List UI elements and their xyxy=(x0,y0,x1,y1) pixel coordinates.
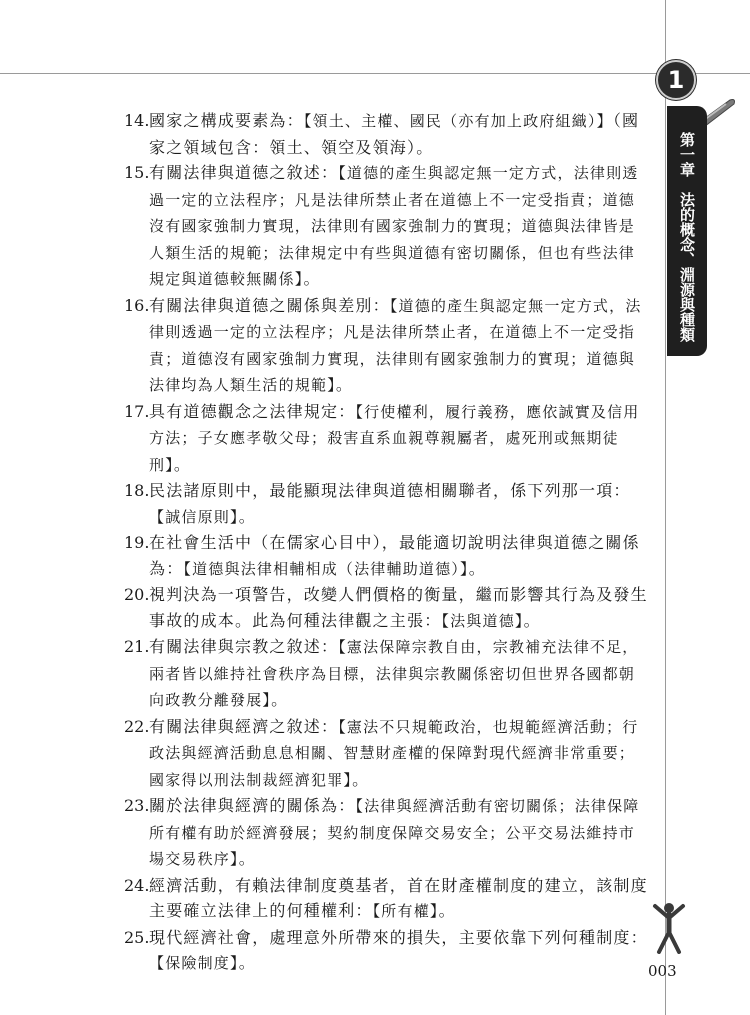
item-answer: 【道德與法律相輔相成（法律輔助道德）】 xyxy=(183,559,469,578)
list-item xyxy=(124,399,650,479)
item-answer: 【憲法不只規範政治，也規範經濟活動；行政法與經濟活動息息相關、智慧財產權的保障對現代經濟非常重要；國家得以刑法制裁經濟犯罪】 xyxy=(149,717,639,789)
list-item xyxy=(124,108,650,160)
item-tail: 。 xyxy=(238,849,256,868)
item-tail: 。 xyxy=(438,901,456,920)
item-question: 關於法律與經濟的關係為： xyxy=(149,796,356,815)
item-question: 民法諸原則中，最能顯現法律與道德相關聯者，係下列那一項： xyxy=(149,481,631,500)
qa-list xyxy=(124,108,650,977)
list-item xyxy=(124,478,650,530)
list-item xyxy=(124,793,650,873)
item-question: 在社會生活中（在儒家心目中），最能適切說明法律與道德之關係為： xyxy=(149,533,640,578)
item-number: 14. xyxy=(124,111,150,130)
item-tail: 。 xyxy=(468,558,486,578)
item-number: 23. xyxy=(124,796,150,815)
item-number: 16. xyxy=(124,295,150,315)
item-number: 18. xyxy=(124,481,150,500)
item-tail: 。 xyxy=(335,375,354,394)
item-number: 21. xyxy=(124,637,150,656)
item-question: 有關法律與道德之敘述： xyxy=(149,163,339,182)
list-item xyxy=(124,160,650,293)
item-answer: 【領土、主權、國民（亦有加上政府組織）】 xyxy=(303,112,613,130)
side-rule xyxy=(665,0,666,1015)
item-number: 19. xyxy=(124,533,150,552)
list-item xyxy=(124,530,650,582)
item-question: 視判決為一項警告，改變人們價格的衡量，繼而影響其行為及發生事故的成本。此為何種法律觀之主張： xyxy=(149,585,648,630)
item-question: 國家之構成要素為： xyxy=(149,111,304,130)
item-tail: 。 xyxy=(352,769,370,789)
list-item xyxy=(124,582,650,634)
item-tail: 。 xyxy=(523,610,541,630)
item-answer: 【道德的產生與認定無一定方式，法律則透過一定的立法程序；凡是法律所禁止者，在道德上不一定受指責；道德沒有國家強制力實現，法律則有國家強制力的實現；道德與法律均為人類生活的規範】 xyxy=(149,296,642,394)
chapter-tab-title: 第一章 法的概念、淵源與種類 xyxy=(678,132,696,342)
page-number: 003 xyxy=(648,962,677,980)
item-answer: 【法與道德】 xyxy=(441,611,524,630)
list-item xyxy=(124,634,650,714)
item-question: 現代經濟社會，處理意外所帶來的損失，主要依靠下列何種制度： xyxy=(149,927,648,947)
item-tail: 。 xyxy=(173,454,192,474)
item-question: 有關法律與經濟之敘述： xyxy=(149,716,339,736)
item-answer: 【保險制度】 xyxy=(149,954,239,972)
item-tail: 。 xyxy=(238,506,256,526)
item-tail: （國家之領域包含：領土、領空及領海）。 xyxy=(149,111,640,157)
item-number: 17. xyxy=(124,401,150,421)
item-answer: 【誠信原則】 xyxy=(149,507,239,526)
item-tail: 。 xyxy=(303,269,321,288)
list-item xyxy=(124,293,650,399)
top-rule xyxy=(0,73,750,74)
item-answer: 【道德的產生與認定無一定方式，法律則透過一定的立法程序；凡是法律所禁止者在道德上不一定受指責；道德沒有國家強制力實現，法律則有國家強制力的實現；道德與法律皆是人類生活的規範；法律規定中有些與道德有密切關係，但也有些法律規定與道德較無關係】 xyxy=(149,164,639,288)
item-number: 25. xyxy=(124,927,150,947)
chapter-number-badge: 1 xyxy=(656,60,696,100)
item-number: 22. xyxy=(124,716,150,736)
item-answer: 【法律與經濟活動有密切關係；法律保障所有權有助於經濟發展；契約制度保障交易安全；公平交易法維持市場交易秩序】 xyxy=(149,797,640,868)
item-number: 20. xyxy=(124,585,150,604)
item-question: 具有道德觀念之法律規定： xyxy=(149,401,356,421)
item-answer: 【行使權利，履行義務，應依誠實及信用方法；子女應孝敬父母；殺害直系血親尊親屬者，處死刑或無期徒刑】 xyxy=(149,402,640,474)
list-item xyxy=(124,714,650,794)
item-question: 有關法律與宗教之敘述： xyxy=(149,637,339,656)
figure-icon xyxy=(647,900,691,954)
item-tail: 。 xyxy=(238,953,256,972)
item-answer: 【憲法保障宗教自由，宗教補充法律不足，兩者皆以維持社會秩序為目標，法律與宗教關係密切但世界各國都朝向政教分離發展】 xyxy=(149,638,639,709)
item-number: 24. xyxy=(124,875,150,895)
item-tail: 。 xyxy=(271,690,289,709)
list-item xyxy=(124,925,650,977)
item-number: 15. xyxy=(124,163,150,182)
item-question: 經濟活動，有賴法律制度奠基者，首在財產權制度的建立，該制度主要確立法律上的何種權利： xyxy=(149,875,648,920)
item-question: 有關法律與道德之關係與差別： xyxy=(149,295,390,315)
list-item xyxy=(124,873,650,925)
item-answer: 【所有權】 xyxy=(372,902,439,920)
